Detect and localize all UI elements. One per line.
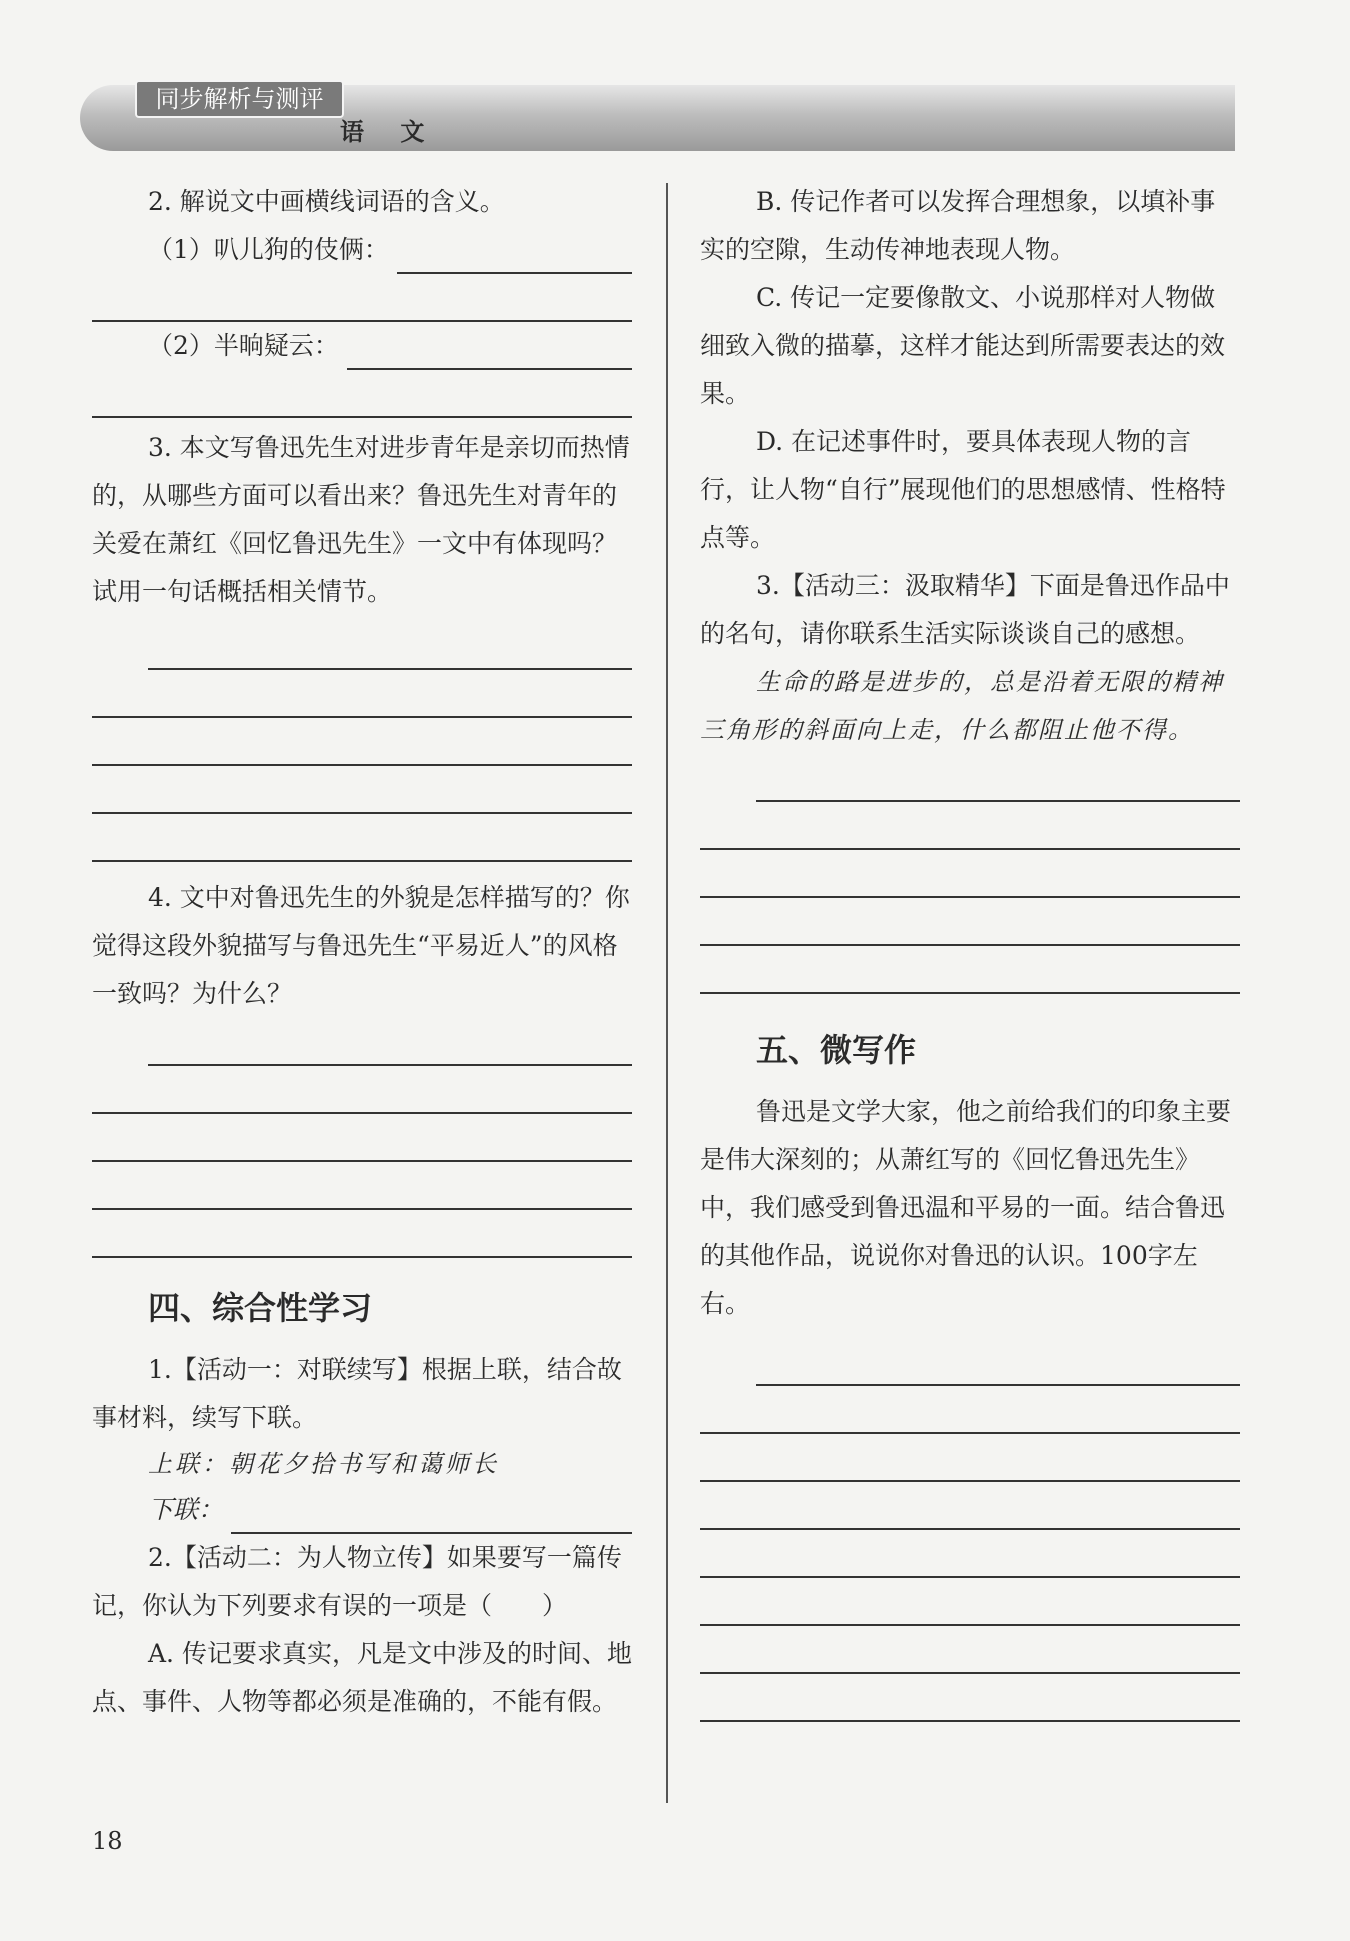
page-number: 18	[92, 1827, 123, 1855]
question-3: 3. 本文写鲁迅先生对进步青年是亲切而热情的，从哪些方面可以看出来？鲁迅先生对青年的关爱在萧红《回忆鲁迅先生》一文中有体现吗？试用一句话概括相关情节。	[92, 433, 630, 606]
activity-2: 2.【活动二：为人物立传】如果要写一篇传记，你认为下列要求有误的一项是（ ）	[92, 1543, 622, 1620]
section-5-title: 五、微写作	[756, 1031, 917, 1069]
section-4-title: 四、综合性学习	[148, 1289, 373, 1327]
answer-line[interactable]	[148, 1018, 632, 1066]
question-2-2-label: （2）半晌疑云：	[148, 331, 339, 360]
upper-couplet: 上联：朝花夕拾书写和蔼师长	[148, 1450, 499, 1478]
activity-3: 3.【活动三：汲取精华】下面是鲁迅作品中的名句，请你联系生活实际谈谈自己的感想。	[700, 571, 1230, 648]
subject-label: 语 文	[340, 117, 439, 146]
question-4: 4. 文中对鲁迅先生的外貌是怎样描写的？你觉得这段外貌描写与鲁迅先生“平易近人”的风格一致吗？为什么？	[92, 883, 630, 1008]
answer-line[interactable]	[92, 370, 632, 418]
answer-line[interactable]	[92, 1114, 632, 1162]
answer-line[interactable]	[92, 670, 632, 718]
answer-line[interactable]	[700, 946, 1240, 994]
answer-line[interactable]	[700, 1578, 1240, 1626]
lower-couplet-label: 下联：	[148, 1495, 224, 1524]
answer-line[interactable]	[148, 622, 632, 670]
answer-line[interactable]	[756, 1338, 1240, 1386]
option-b: B. 传记作者可以发挥合理想象，以填补事实的空隙，生动传神地表现人物。	[700, 187, 1216, 264]
answer-blank[interactable]	[231, 1502, 632, 1534]
series-title-tab: 同步解析与测评	[135, 80, 344, 118]
question-2: 2. 解说文中画横线词语的含义。	[148, 187, 505, 216]
question-2-1	[92, 226, 632, 274]
luxun-quote: 生命的路是进步的，总是沿着无限的精神三角形的斜面向上走，什么都阻止他不得。	[700, 668, 1224, 744]
answer-line[interactable]	[92, 1066, 632, 1114]
answer-line[interactable]	[700, 802, 1240, 850]
answer-blank[interactable]	[397, 242, 632, 274]
answer-line[interactable]	[92, 718, 632, 766]
answer-line[interactable]	[92, 1162, 632, 1210]
answer-line[interactable]	[700, 1386, 1240, 1434]
answer-line[interactable]	[700, 1626, 1240, 1674]
column-divider	[666, 183, 668, 1803]
answer-line[interactable]	[756, 754, 1240, 802]
answer-blank[interactable]	[347, 338, 632, 370]
question-2-2	[92, 322, 632, 370]
option-d: D. 在记述事件时，要具体表现人物的言行，让人物“自行”展现他们的思想感情、性格特点等。	[700, 427, 1226, 552]
answer-line[interactable]	[92, 274, 632, 322]
question-2-1-label: （1）叭儿狗的伎俩：	[148, 235, 389, 264]
lower-couplet	[92, 1486, 632, 1534]
answer-line[interactable]	[92, 766, 632, 814]
answer-line[interactable]	[700, 1482, 1240, 1530]
micro-writing-prompt: 鲁迅是文学大家，他之前给我们的印象主要是伟大深刻的；从萧红写的《回忆鲁迅先生》中，我们感受到鲁迅温和平易的一面。结合鲁迅的其他作品，说说你对鲁迅的认识。100字左右。	[700, 1097, 1232, 1318]
answer-line[interactable]	[700, 1674, 1240, 1722]
answer-line[interactable]	[700, 850, 1240, 898]
right-column	[700, 178, 1240, 1722]
option-c: C. 传记一定要像散文、小说那样对人物做细致入微的描摹，这样才能达到所需要表达的效果。	[700, 283, 1226, 408]
answer-line[interactable]	[92, 1210, 632, 1258]
answer-line[interactable]	[700, 1530, 1240, 1578]
activity-1: 1.【活动一：对联续写】根据上联，结合故事材料，续写下联。	[92, 1355, 622, 1432]
answer-line[interactable]	[700, 1434, 1240, 1482]
option-a: A. 传记要求真实，凡是文中涉及的时间、地点、事件、人物等都必须是准确的，不能有假。	[92, 1639, 632, 1716]
answer-line[interactable]	[92, 814, 632, 862]
answer-line[interactable]	[700, 898, 1240, 946]
left-column	[92, 178, 632, 1726]
